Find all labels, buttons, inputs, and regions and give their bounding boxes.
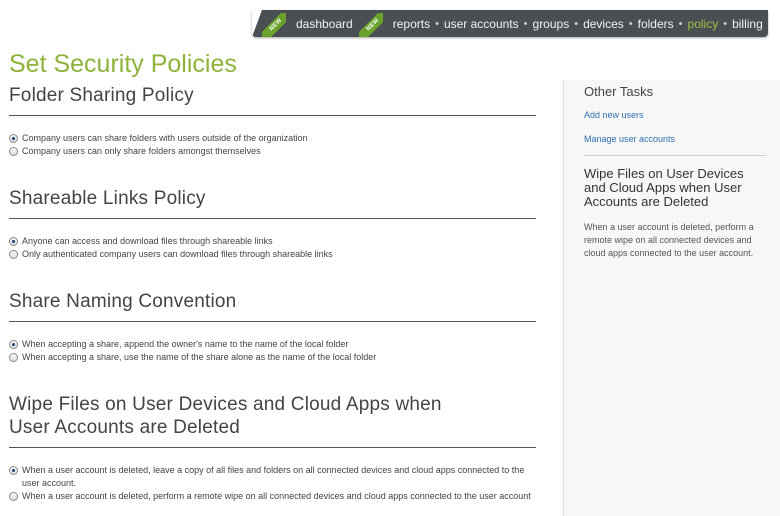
nav-separator: • xyxy=(435,17,439,30)
policy-form xyxy=(9,84,536,503)
nav-label: groups xyxy=(532,16,570,31)
radio-button[interactable] xyxy=(9,147,18,156)
sidebar xyxy=(563,80,780,516)
nav-item-devices[interactable] xyxy=(583,17,624,31)
radio-option[interactable] xyxy=(9,464,536,490)
radio-option[interactable] xyxy=(9,338,536,351)
radio-option[interactable] xyxy=(9,132,536,145)
radio-label: When a user account is deleted, leave a copy of all files and folders on all connected devices and cloud apps connected to the user account. xyxy=(22,465,525,488)
wipe-files-section xyxy=(9,393,536,503)
radio-label: Anyone can access and download files through shareable links xyxy=(22,236,273,246)
nav-label: user accounts xyxy=(443,16,519,31)
section-title: Shareable Links Policy xyxy=(9,187,536,219)
radio-button-checked[interactable] xyxy=(9,134,18,143)
radio-button-checked[interactable] xyxy=(9,237,18,246)
sidebar-info-title: Wipe Files on User Devices and Cloud Apps when User Accounts are Deleted xyxy=(584,166,744,209)
nav-separator: • xyxy=(678,17,683,30)
radio-button[interactable] xyxy=(9,492,18,501)
nav-item-reports[interactable] xyxy=(365,16,431,32)
radio-option[interactable] xyxy=(9,235,536,248)
radio-label: When a user account is deleted, perform a remote wipe on all connected devices and cloud apps connected to the user account xyxy=(22,491,531,501)
radio-label: Company users can share folders with users outside of the organization xyxy=(22,133,308,143)
nav-item-groups[interactable] xyxy=(533,17,570,31)
radio-label: Only authenticated company users can download files through shareable links xyxy=(22,249,333,259)
nav-separator: • xyxy=(628,17,633,30)
radio-option[interactable] xyxy=(9,248,536,261)
nav-label: devices xyxy=(583,16,624,31)
nav-item-folders[interactable] xyxy=(638,17,674,31)
sidebar-divider xyxy=(584,155,766,156)
radio-button[interactable] xyxy=(9,250,18,259)
radio-label: When accepting a share, use the name of the share alone as the name of the local folder xyxy=(22,352,377,362)
nav-item-dashboard[interactable] xyxy=(268,16,353,32)
sidebar-info-text: When a user account is deleted, perform a remote wipe on all connected devices and cloud apps connected to the user account. xyxy=(584,222,754,258)
nav-item-policy[interactable] xyxy=(688,17,719,31)
share-naming-section xyxy=(9,290,536,393)
add-new-users-link[interactable]: Add new users xyxy=(584,110,644,120)
radio-label: When accepting a share, append the owner's name to the name of the local folder xyxy=(22,339,349,349)
nav-item-billing[interactable] xyxy=(732,17,763,31)
top-nav xyxy=(252,10,768,37)
nav-label: reports xyxy=(392,16,431,31)
nav-separator: • xyxy=(523,17,528,30)
nav-label: billing xyxy=(732,16,763,31)
nav-notch xyxy=(252,10,262,37)
nav-label: dashboard xyxy=(296,16,353,31)
nav-separator: • xyxy=(723,17,728,30)
radio-button-checked[interactable] xyxy=(9,466,18,475)
radio-button[interactable] xyxy=(9,353,18,362)
radio-option[interactable] xyxy=(9,351,536,364)
nav-label: folders xyxy=(637,16,674,31)
nav-item-user-accounts[interactable] xyxy=(444,17,519,31)
radio-option[interactable] xyxy=(9,145,536,158)
folder-sharing-section xyxy=(9,84,536,187)
manage-user-accounts-link[interactable]: Manage user accounts xyxy=(584,134,676,144)
page-title: Set Security Policies xyxy=(9,50,237,78)
section-title: Wipe Files on User Devices and Cloud Apps when User Accounts are Deleted xyxy=(9,393,536,448)
nav-label: policy xyxy=(687,16,719,31)
section-title: Share Naming Convention xyxy=(9,290,536,322)
sidebar-title: Other Tasks xyxy=(584,84,654,99)
nav-separator: • xyxy=(574,17,579,30)
new-badge: NEW xyxy=(359,13,383,37)
radio-label: Company users can only share folders amongst themselves xyxy=(22,146,261,156)
section-title: Folder Sharing Policy xyxy=(9,84,536,116)
new-badge: NEW xyxy=(262,13,286,37)
radio-option[interactable] xyxy=(9,490,536,503)
radio-button-checked[interactable] xyxy=(9,340,18,349)
shareable-links-section xyxy=(9,187,536,290)
